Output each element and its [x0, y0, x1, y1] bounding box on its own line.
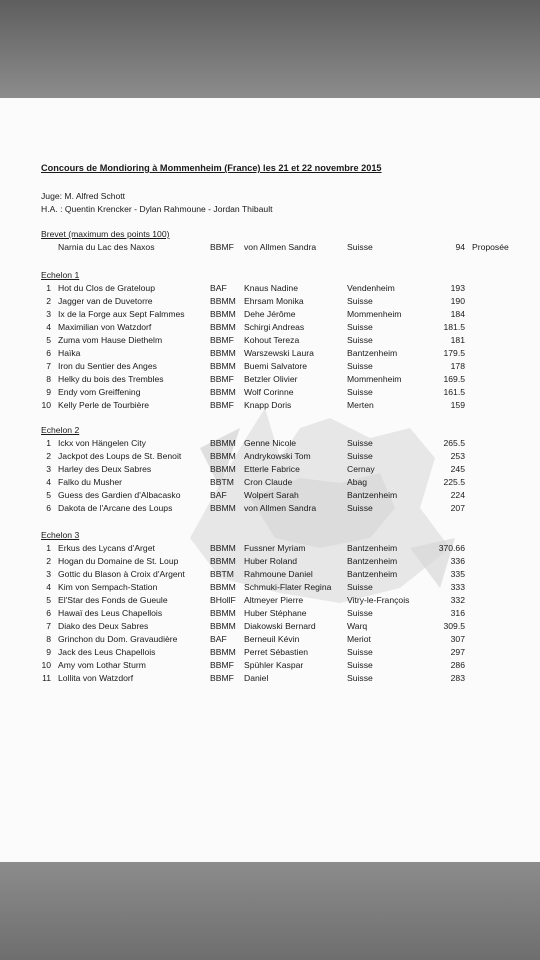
rank-number: 6	[46, 608, 51, 618]
rank-number: 3	[46, 309, 51, 319]
table-row	[41, 241, 521, 254]
document-page	[0, 98, 540, 862]
rank-number: 1	[46, 543, 51, 553]
club-name: Suisse	[347, 608, 373, 618]
club-name: Suisse	[347, 660, 373, 670]
breed-class: BBMM	[210, 503, 236, 513]
dog-name: Ix de la Forge aux Sept Falmmes	[58, 309, 185, 319]
rank-number: 3	[46, 569, 51, 579]
breed-class: BBMM	[210, 543, 236, 553]
table-row	[41, 386, 521, 399]
club-name: Abag	[347, 477, 368, 487]
points-value: 370.66	[438, 543, 465, 553]
dog-name: Hogan du Domaine de St. Loup	[58, 556, 179, 566]
dog-name: Hawaï des Leus Chapellois	[58, 608, 163, 618]
handler-name: Betzler Olivier	[244, 374, 298, 384]
handler-name: Berneuil Kévin	[244, 634, 300, 644]
ha-line: H.A. : Quentin Krencker - Dylan Rahmoune - Jordan Thibault	[41, 204, 273, 214]
table-row	[41, 555, 521, 568]
document-title: Concours de Mondioring à Mommenheim (France) les 21 et 22 novembre 2015	[41, 163, 382, 173]
rank-number: 10	[41, 400, 51, 410]
points-value: 297	[450, 647, 465, 657]
breed-class: BAF	[210, 490, 227, 500]
club-name: Vitry-le-François	[347, 595, 410, 605]
points-value: 224	[450, 490, 465, 500]
points-value: 193	[450, 283, 465, 293]
dog-name: Narnia du Lac des Naxos	[58, 242, 155, 252]
breed-class: BBMM	[210, 451, 236, 461]
dog-name: Harley des Deux Sabres	[58, 464, 152, 474]
brevet-heading: Brevet (maximum des points 100)	[41, 229, 170, 239]
handler-name: Knapp Doris	[244, 400, 292, 410]
rank-number: 1	[46, 283, 51, 293]
points-value: 184	[450, 309, 465, 319]
echelon3-heading: Echelon 3	[41, 530, 80, 540]
dog-name: Jack des Leus Chapellois	[58, 647, 156, 657]
dog-name: Falko du Musher	[58, 477, 123, 487]
handler-name: Huber Roland	[244, 556, 298, 566]
points-value: 253	[450, 451, 465, 461]
table-row	[41, 659, 521, 672]
rank-number: 8	[46, 374, 51, 384]
breed-class: BBMF	[210, 335, 234, 345]
breed-class: BBMM	[210, 621, 236, 631]
table-row	[41, 321, 521, 334]
handler-name: Perret Sébastien	[244, 647, 309, 657]
breed-class: BBMF	[210, 242, 234, 252]
club-name: Suisse	[347, 673, 373, 683]
club-name: Suisse	[347, 242, 373, 252]
breed-class: BBMM	[210, 348, 236, 358]
breed-class: BBMM	[210, 582, 236, 592]
club-name: Suisse	[347, 361, 373, 371]
table-row	[41, 581, 521, 594]
points-value: 161.5	[443, 387, 465, 397]
dog-name: Amy vom Lothar Sturm	[58, 660, 146, 670]
rank-number: 5	[46, 595, 51, 605]
points-value: 265.5	[443, 438, 465, 448]
rank-number: 2	[46, 451, 51, 461]
rank-number: 9	[46, 387, 51, 397]
table-row	[41, 437, 521, 450]
handler-name: Knaus Nadine	[244, 283, 298, 293]
rank-number: 4	[46, 477, 51, 487]
handler-name: Kohout Tereza	[244, 335, 300, 345]
dog-name: Gottic du Blason à Croix d'Argent	[58, 569, 185, 579]
club-name: Suisse	[347, 296, 373, 306]
handler-name: Schmuki-Flater Regina	[244, 582, 332, 592]
breed-class: BBMM	[210, 322, 236, 332]
handler-name: Spühler Kaspar	[244, 660, 304, 670]
club-name: Bantzenheim	[347, 556, 398, 566]
echelon2-heading: Echelon 2	[41, 425, 80, 435]
points-value: 335	[450, 569, 465, 579]
table-row	[41, 360, 521, 373]
handler-name: Genne Nicole	[244, 438, 297, 448]
handler-name: Warszewski Laura	[244, 348, 314, 358]
dog-name: Erkus des Lycans d'Arget	[58, 543, 155, 553]
dog-name: Helky du bois des Trembles	[58, 374, 164, 384]
points-value: 286	[450, 660, 465, 670]
table-row	[41, 672, 521, 685]
club-name: Cernay	[347, 464, 375, 474]
handler-name: Wolpert Sarah	[244, 490, 299, 500]
points-value: 207	[450, 503, 465, 513]
table-row	[41, 450, 521, 463]
points-value: 307	[450, 634, 465, 644]
table-row	[41, 463, 521, 476]
breed-class: BBTM	[210, 569, 234, 579]
dog-name: Maximilian von Watzdorf	[58, 322, 152, 332]
breed-class: BBMF	[210, 374, 234, 384]
rank-number: 6	[46, 503, 51, 513]
table-row	[41, 399, 521, 412]
handler-name: Etterle Fabrice	[244, 464, 300, 474]
club-name: Mommenheim	[347, 309, 402, 319]
table-row	[41, 607, 521, 620]
handler-name: Rahmoune Daniel	[244, 569, 313, 579]
club-name: Suisse	[347, 647, 373, 657]
points-value: 181.5	[443, 322, 465, 332]
dog-name: Diako des Deux Sabres	[58, 621, 149, 631]
dog-name: Jackpot des Loups de St. Benoit	[58, 451, 182, 461]
handler-name: Cron Claude	[244, 477, 293, 487]
dog-name: Dakota de l'Arcane des Loups	[58, 503, 173, 513]
handler-name: Buemi Salvatore	[244, 361, 308, 371]
points-value: 333	[450, 582, 465, 592]
rank-number: 9	[46, 647, 51, 657]
judge-line: Juge: M. Alfred Schott	[41, 191, 126, 201]
breed-class: BBMM	[210, 608, 236, 618]
breed-class: BBMM	[210, 438, 236, 448]
table-row	[41, 633, 521, 646]
dog-name: Endy vom Greiffening	[58, 387, 141, 397]
club-name: Vendenheim	[347, 283, 395, 293]
breed-class: BBMM	[210, 296, 236, 306]
points-value: 283	[450, 673, 465, 683]
dog-name: El'Star des Fonds de Gueule	[58, 595, 168, 605]
rank-number: 1	[46, 438, 51, 448]
dog-name: Kim von Sempach-Station	[58, 582, 158, 592]
breed-class: BBMM	[210, 556, 236, 566]
breed-class: BBMM	[210, 464, 236, 474]
breed-class: BAF	[210, 283, 227, 293]
club-name: Suisse	[347, 438, 373, 448]
club-name: Bantzenheim	[347, 569, 398, 579]
handler-name: Huber Stéphane	[244, 608, 307, 618]
breed-class: BBMM	[210, 309, 236, 319]
breed-class: BHollF	[210, 595, 236, 605]
breed-class: BBMM	[210, 647, 236, 657]
handler-name: Andrykowski Tom	[244, 451, 311, 461]
table-row	[41, 489, 521, 502]
dog-name: Hot du Clos de Grateloup	[58, 283, 155, 293]
table-row	[41, 308, 521, 321]
dog-name: Kelly Perle de Tourbière	[58, 400, 150, 410]
handler-name: Fussner Myriam	[244, 543, 306, 553]
breed-class: BBMM	[210, 387, 236, 397]
rank-number: 3	[46, 464, 51, 474]
remark-text: Proposée	[472, 242, 509, 252]
points-value: 179.5	[443, 348, 465, 358]
club-name: Mommenheim	[347, 374, 402, 384]
table-row	[41, 373, 521, 386]
points-value: 181	[450, 335, 465, 345]
dog-name: Ickx von Hängelen City	[58, 438, 146, 448]
points-value: 336	[450, 556, 465, 566]
dog-name: Guess des Gardien d'Albacasko	[58, 490, 181, 500]
club-name: Bantzenheim	[347, 543, 398, 553]
rank-number: 7	[46, 361, 51, 371]
rank-number: 11	[42, 673, 51, 683]
dog-name: Jagger van de Duvetorre	[58, 296, 153, 306]
breed-class: BBMF	[210, 660, 234, 670]
rank-number: 7	[46, 621, 51, 631]
rank-number: 6	[46, 348, 51, 358]
club-name: Warq	[347, 621, 368, 631]
breed-class: BAF	[210, 634, 227, 644]
handler-name: Altmeyer Pierre	[244, 595, 304, 605]
club-name: Meriot	[347, 634, 371, 644]
table-row	[41, 594, 521, 607]
rank-number: 2	[46, 296, 51, 306]
breed-class: BBMM	[210, 361, 236, 371]
handler-name: von Allmen Sandra	[244, 242, 317, 252]
club-name: Bantzenheim	[347, 348, 398, 358]
table-row	[41, 334, 521, 347]
table-row	[41, 502, 521, 515]
rank-number: 4	[46, 582, 51, 592]
dog-name: Lollita von Watzdorf	[58, 673, 134, 683]
points-value: 225.5	[443, 477, 465, 487]
table-row	[41, 476, 521, 489]
handler-name: Ehrsam Monika	[244, 296, 304, 306]
club-name: Suisse	[347, 335, 373, 345]
dog-name: Haïka	[58, 348, 81, 358]
handler-name: Dehe Jérôme	[244, 309, 296, 319]
club-name: Suisse	[347, 387, 373, 397]
table-row	[41, 347, 521, 360]
points-value: 169.5	[443, 374, 465, 384]
points-value: 178	[450, 361, 465, 371]
dog-name: Iron du Sentier des Anges	[58, 361, 157, 371]
rank-number: 8	[46, 634, 51, 644]
handler-name: Daniel	[244, 673, 269, 683]
echelon1-heading: Echelon 1	[41, 270, 80, 280]
handler-name: Diakowski Bernard	[244, 621, 316, 631]
club-name: Bantzenheim	[347, 490, 398, 500]
points-value: 332	[450, 595, 465, 605]
handler-name: Wolf Corinne	[244, 387, 294, 397]
table-row	[41, 568, 521, 581]
table-row	[41, 646, 521, 659]
club-name: Suisse	[347, 322, 373, 332]
handler-name: von Allmen Sandra	[244, 503, 317, 513]
top-background	[0, 0, 540, 98]
rank-number: 5	[46, 335, 51, 345]
table-row	[41, 620, 521, 633]
breed-class: BBMF	[210, 400, 234, 410]
dog-name: Zuma vom Hause Diethelm	[58, 335, 163, 345]
points-value: 159	[450, 400, 465, 410]
handler-name: Schirgi Andreas	[244, 322, 305, 332]
points-value: 309.5	[443, 621, 465, 631]
table-row	[41, 295, 521, 308]
rank-number: 5	[46, 490, 51, 500]
bottom-background	[0, 862, 540, 960]
rank-number: 10	[41, 660, 51, 670]
points-value: 245	[450, 464, 465, 474]
points-value: 316	[450, 608, 465, 618]
points-value: 190	[450, 296, 465, 306]
table-row	[41, 282, 521, 295]
rank-number: 2	[46, 556, 51, 566]
table-row	[41, 542, 521, 555]
breed-class: BBMF	[210, 673, 234, 683]
breed-class: BBTM	[210, 477, 234, 487]
points-value: 94	[455, 242, 465, 252]
club-name: Merten	[347, 400, 374, 410]
rank-number: 4	[46, 322, 51, 332]
dog-name: Grinchon du Dom. Gravaudière	[58, 634, 178, 644]
club-name: Suisse	[347, 503, 373, 513]
club-name: Suisse	[347, 451, 373, 461]
club-name: Suisse	[347, 582, 373, 592]
